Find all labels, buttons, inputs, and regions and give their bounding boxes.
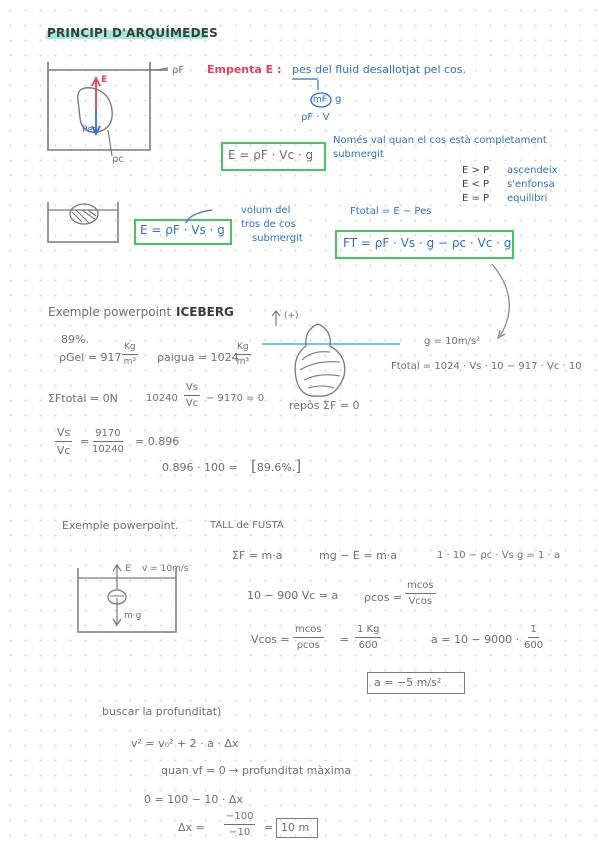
eq-left: 10240 — [146, 393, 178, 404]
rho-gel-unit-den: m³ — [123, 357, 136, 367]
percent-calc: 0.896 · 100 = — [162, 461, 238, 474]
dx-num: −100 — [224, 811, 255, 825]
cond2-text: s'enfonsa — [507, 179, 555, 190]
ratio-value-fraction — [92, 428, 124, 455]
rho-gel: ρGel = 917 — [59, 351, 122, 364]
dx-equals: = — [264, 821, 274, 834]
fusta-heading: Exemple powerpoint. — [62, 519, 179, 532]
fusta-label-mg: m·g — [124, 611, 142, 621]
vcos-lhs: Vcos = — [251, 633, 290, 646]
ratio-value-den: 10240 — [92, 444, 124, 455]
vcos-num: mcos — [293, 624, 324, 638]
ratio-num: Vs — [55, 426, 72, 442]
a-equation: a = 10 − 9000 · — [431, 633, 520, 646]
ratio-result: = 0.896 — [135, 435, 180, 448]
iceberg-heading-bold: ICEBERG — [176, 305, 234, 319]
gravity-value: g = 10m/s² — [424, 336, 481, 347]
rho-cos-fraction — [405, 580, 436, 607]
plus-label: (+) — [284, 311, 299, 321]
vcos-value-den: 600 — [358, 640, 378, 651]
rho-times-v: ρF · V — [301, 112, 330, 123]
a-num: 1 — [528, 624, 538, 638]
label-pes-arrow: Pes — [82, 125, 98, 135]
iceberg-heading: Exemple powerpoint — [48, 305, 172, 319]
full-equation: 1 · 10 − ρc · Vs g = 1 · a — [437, 550, 561, 561]
ftotal-definition: Ftotal = E − Pes — [350, 206, 432, 217]
eq-right: − 9170 = 0 — [206, 393, 265, 404]
ftotal-equation: Ftotal = 1024 · Vs · 10 − 917 · Vc · 10 — [391, 361, 582, 372]
percent-result-value: 89.6%. — [256, 461, 296, 474]
empenta-label: Empenta E : — [207, 63, 282, 76]
volum-note-1: volum del — [241, 205, 291, 216]
vcos-fraction — [293, 624, 324, 651]
a-den: 600 — [524, 640, 544, 651]
rho-aigua-unit-den: m³ — [236, 357, 249, 367]
dx-den: −10 — [229, 827, 251, 838]
cond1-text: ascendeix — [507, 165, 558, 176]
a-fraction — [524, 624, 543, 651]
ratio-value-num: 9170 — [93, 428, 122, 442]
page-title: PRINCIPI D'ARQUÍMEDES — [47, 26, 218, 40]
v2-equation: v² = v₀² + 2 · a · Δx — [131, 737, 239, 750]
rho-gel-unit — [122, 342, 138, 367]
mf-circle-label: mF — [313, 95, 327, 105]
formula-ft: FT = ρF · Vs · g − ρc · Vc · g — [343, 236, 512, 250]
cond3-lhs: E = P — [462, 193, 490, 204]
ratio-fraction — [55, 426, 72, 457]
mf-g: g — [335, 94, 342, 105]
rho-cos-lhs: ρcos = — [364, 591, 403, 604]
rho-gel-unit-num: Kg — [122, 342, 138, 355]
label-rho-c: ρc — [112, 154, 124, 165]
quan-note: quan vf = 0 → profunditat màxima — [161, 764, 352, 777]
mg-e-ma: mg − E = m·a — [319, 549, 398, 562]
eq-fraction-num: Vs — [184, 382, 200, 396]
rho-cos-den: Vcos — [408, 596, 433, 607]
buscar-note: buscar la profunditat) — [102, 705, 222, 718]
rho-aigua-unit — [235, 342, 251, 367]
fusta-label-e: E — [125, 564, 131, 574]
cond2-lhs: E < P — [462, 179, 490, 190]
dx-lhs: Δx = — [178, 821, 205, 834]
eq-fraction — [184, 382, 200, 409]
pct-89: 89%. — [61, 333, 89, 346]
sum-ftotal: ΣFtotal = 0N — [48, 392, 118, 405]
dx-fraction — [224, 811, 255, 838]
dx-result: 10 m — [281, 821, 310, 834]
empenta-description: pes del fluid desallotjat pel cos. — [292, 63, 467, 76]
rho-aigua: ρaigua = 1024 — [157, 351, 239, 364]
percent-result: [89.6%.] — [251, 457, 302, 475]
fusta-label-v: v = 10m/s — [142, 564, 189, 574]
only-valid-note-2: submergit — [333, 149, 384, 160]
eq-fraction-den: Vc — [185, 398, 199, 409]
ratio-equals: = — [80, 435, 90, 448]
only-valid-note: Només val quan el cos està completament — [333, 135, 547, 146]
vcos-value-fraction — [355, 624, 381, 651]
label-e-arrow: E — [101, 75, 108, 85]
a-result: a = −5 m/s² — [374, 676, 442, 689]
fusta-heading-2: TALL de FUSTA — [210, 520, 284, 531]
formula-full: E = ρF · Vc · g — [228, 148, 314, 162]
cond1-lhs: E > P — [462, 165, 490, 176]
vcos-den: ρcos — [296, 640, 320, 651]
cond3-text: equilibri — [507, 193, 548, 204]
ratio-den: Vc — [56, 444, 71, 457]
label-rho-f: ρF — [172, 65, 185, 76]
zero-equation: 0 = 100 − 10 · Δx — [144, 793, 243, 806]
eq-900: 10 − 900 Vc = a — [247, 589, 339, 602]
volum-note-3: submergit — [252, 233, 303, 244]
repos-label: repòs ΣF = 0 — [289, 399, 360, 412]
vcos-equals: = — [340, 633, 350, 646]
rho-aigua-unit-num: Kg — [235, 342, 251, 355]
formula-partial: E = ρF · Vs · g — [140, 223, 225, 237]
vcos-value-num: 1 Kg — [355, 624, 381, 638]
sum-f-ma: ΣF = m·a — [232, 549, 283, 562]
rho-cos-num: mcos — [405, 580, 436, 594]
volum-note-2: tros de cos — [241, 219, 296, 230]
